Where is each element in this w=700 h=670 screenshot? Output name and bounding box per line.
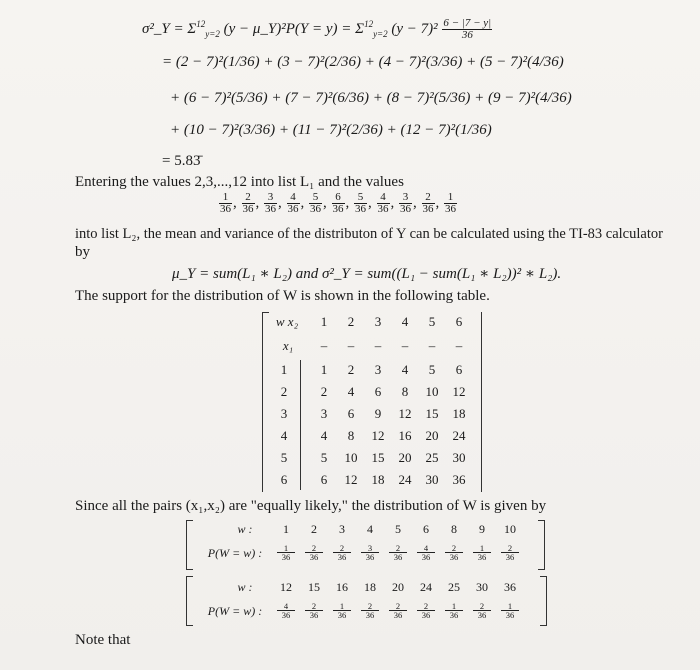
entering-text: Entering the values 2,3,...,12 into list L₁ and the values: [75, 174, 404, 190]
variance-line-4: + (10 − 7)²(3/36) + (11 − 7)²(2/36) + (12 − 7)²(1/36): [170, 122, 492, 138]
dist1-right-bracket: [538, 520, 545, 570]
table-row: 3 3 6 9 12 15 18: [280, 406, 466, 421]
into-list-text: into list L₂, the mean and variance of the distributon of Y can be calculated using the TI-83 calculator: [75, 226, 663, 242]
support-intro-text: The support for the distribution of W is shown in the following table.: [75, 288, 490, 304]
variance-line-1: σ²_Y = $\Sigma^{12}_{y=2}$ (y − μ_Y)²P(Y = $y) = \Sigma^{12}_{y=2}$ (y − 7)² $\frac{6 - |7 - y|}{36}$: [142, 17, 492, 41]
support-header-row: w x₂ 1 2 3 4 5 6: [275, 314, 463, 329]
pmf-fraction: $\frac{6 - |7 - y|}{36}$: [443, 17, 492, 41]
ti83-formula: μ_Y = sum(L₁ ∗ L₂) and σ²_Y = sum((L₁ − sum(L₁ ∗ L₂))² ∗ L₂).: [172, 266, 562, 282]
variance-result: = 5.83̄: [162, 153, 201, 169]
by-text: by: [75, 244, 90, 260]
dist2-left-bracket: [186, 576, 193, 626]
note-that-text: Note that: [75, 632, 131, 648]
table-row: 5 5 10 15 20 25 30: [280, 450, 466, 465]
table-row: 6 6 12 18 24 30 36: [280, 472, 466, 487]
table-row: 1 1 2 3 4 5 6: [280, 362, 463, 377]
dist1-left-bracket: [186, 520, 193, 570]
equally-likely-text: Since all the pairs (x₁,x₂) are "equally likely," the distribution of W is given by: [75, 498, 547, 514]
values-fractions: $\frac{1}{36}$ , $\frac{2}{36}$ , $\frac{3}{36}$ , $\frac{4}{36}$ , $\frac{5}{36}$ , $\frac{6}{36}$ , $\frac{5}{36}$ , $\frac{4}{36}$ , $\frac{3}{36}$ , $\frac{2}{36}$ , $\frac{1}{36}$: [220, 191, 456, 215]
support-x1-label-row: x₁ – – – – – –: [282, 338, 463, 353]
table-row: 2 2 4 6 8 10 12: [280, 384, 466, 399]
variance-line-2: = (2 − 7)²(1/36) + (3 − 7)²(2/36) + (4 − 7)²(3/36) + (5 − 7)²(4/36): [162, 54, 564, 70]
dist2-right-bracket: [540, 576, 547, 626]
sum-upper-2: 12: [364, 18, 374, 29]
distribution-table-2: w : P(W = w) : 12 15 16 18 20 24 25 30 36 4 36 2 36 1 36 2 36 2 36 2 36 1 36 2 36 1 36: [196, 580, 536, 626]
variance-line-3: + (6 − 7)²(5/36) + (7 − 7)²(6/36) + (8 − 7)²(5/36) + (9 − 7)²(4/36): [170, 90, 572, 106]
distribution-table-1: w : P(W = w) : 1 2 3 4 5 6 8 9 10 1 36 2 36 2 36 3 36 2 36 4 36 2 36 1 36 2 36: [196, 522, 536, 568]
sum-lower-2: y=2: [373, 28, 388, 39]
support-table: [262, 312, 482, 492]
table-row: 4 4 8 12 16 20 24: [280, 428, 466, 443]
